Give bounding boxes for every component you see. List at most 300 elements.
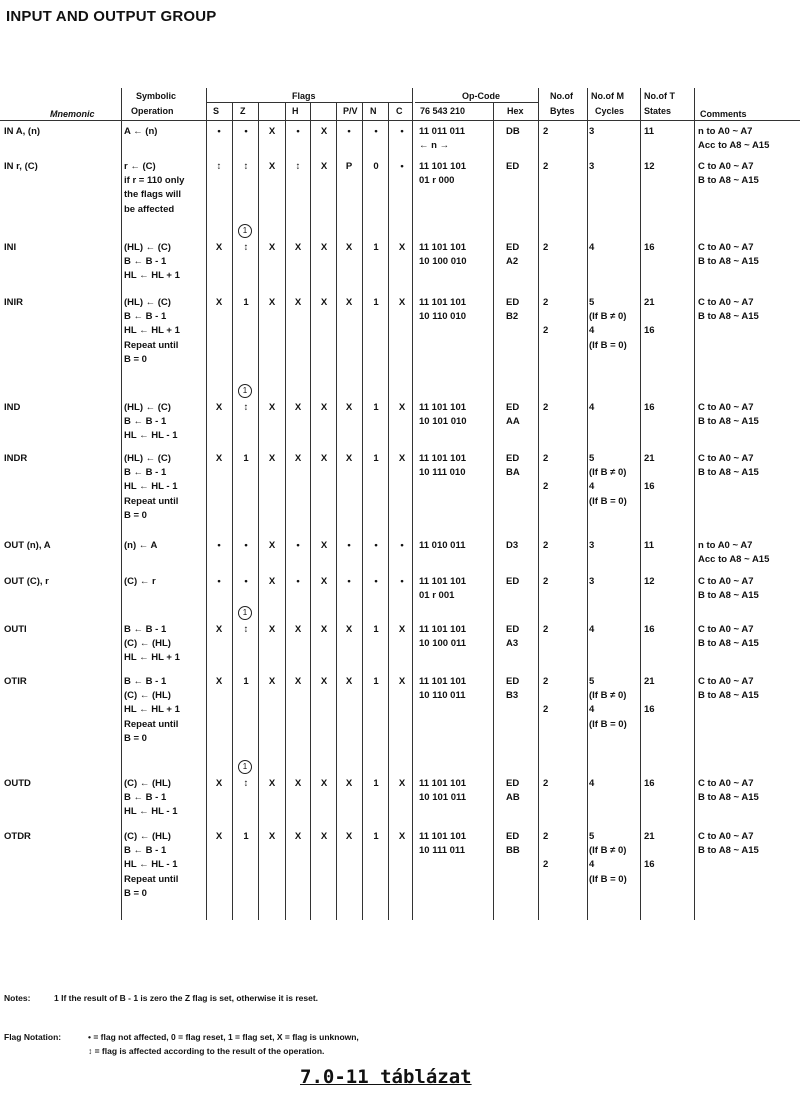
row-out-c-r-opcode-0: 11 101 101 — [419, 576, 467, 587]
row-otdr-comment-1: B to A8 ~ A15 — [698, 845, 759, 857]
column-rule-4 — [285, 102, 286, 920]
row-out-c-r-flag-0: • — [217, 576, 221, 587]
row-indr-mcycles-3: (If B = 0) — [589, 495, 627, 507]
row-ind-comment-1: B to A8 ~ A15 — [698, 416, 759, 428]
note-1-marker: 1 — [238, 760, 252, 774]
bytes-header-top: No.of — [550, 91, 573, 101]
row-outd-mnemonic: OUTD — [4, 778, 31, 789]
column-rule-14 — [694, 88, 695, 920]
column-rule-13 — [640, 88, 641, 920]
row-out-n-a-mcycles-0: 3 — [589, 540, 595, 551]
row-out-n-a-flag-1: • — [244, 540, 248, 551]
row-indr-hex-0: ED — [506, 453, 520, 464]
row-otir-mcycles-1: (If B ≠ 0) — [589, 690, 627, 702]
row-indr-flag-2: X — [268, 453, 276, 464]
row-inir-flag-4: X — [320, 297, 328, 308]
row-outd-flag-1: ↕ — [243, 778, 249, 789]
row-otir-hex-0: ED — [506, 676, 520, 687]
row-outd-flag-4: X — [320, 778, 328, 789]
row-ini-hex-1: A2 — [506, 256, 519, 268]
row-out-n-a-hex-0: D3 — [506, 540, 519, 551]
row-in-a-n-flag-1: • — [244, 126, 248, 137]
row-ini-flag-4: X — [320, 242, 328, 253]
row-outd-mcycles-0: 4 — [589, 778, 595, 789]
row-inir-opcode-0: 11 101 101 — [419, 297, 467, 308]
row-indr-mcycles-1: (If B ≠ 0) — [589, 467, 627, 479]
opcode-bits-header: 76 543 210 — [420, 106, 466, 116]
row-inir-opcode-1: 10 110 010 — [419, 311, 467, 323]
row-outi-flag-6: 1 — [373, 624, 379, 635]
row-out-n-a-comment-0: n to A0 ~ A7 — [698, 540, 753, 551]
row-in-r-c-comment-1: B to A8 ~ A15 — [698, 175, 759, 187]
row-ind-hex-0: ED — [506, 402, 520, 413]
row-inir-flag-1: 1 — [243, 297, 249, 308]
row-ind-mcycles-0: 4 — [589, 402, 595, 413]
row-inir-bytes-2: 2 — [543, 325, 549, 337]
row-out-c-r-mnemonic: OUT (C), r — [4, 576, 49, 587]
row-indr-mcycles-0: 5 — [589, 453, 595, 464]
row-ini-operation-0: (HL) ← (C) — [124, 242, 171, 253]
row-in-r-c-flag-2: X — [268, 161, 276, 172]
row-outi-flag-3: X — [294, 624, 302, 635]
row-in-a-n-bytes-0: 2 — [543, 126, 549, 137]
row-otdr-flag-6: 1 — [373, 831, 379, 842]
row-ini-note-marker — [238, 224, 252, 238]
row-in-r-c-flag-6: 0 — [373, 161, 379, 172]
row-indr-operation-4: B = 0 — [124, 509, 147, 521]
flag-col-6: N — [370, 106, 377, 116]
row-outi-opcode-0: 11 101 101 — [419, 624, 467, 635]
row-inir-tstates-0: 21 — [644, 297, 655, 308]
comments-header: Comments — [700, 109, 747, 119]
row-indr-flag-6: 1 — [373, 453, 379, 464]
row-outi-operation-1: (C) ← (HL) — [124, 638, 171, 650]
row-in-a-n-flag-2: X — [268, 126, 276, 137]
row-in-a-n-flag-5: • — [347, 126, 351, 137]
row-otir-flag-0: X — [215, 676, 223, 687]
row-inir-hex-1: B2 — [506, 311, 519, 323]
row-otdr-flag-4: X — [320, 831, 328, 842]
row-ind-note-marker — [238, 384, 252, 398]
row-outd-comment-0: C to A0 ~ A7 — [698, 778, 754, 789]
row-otir-flag-2: X — [268, 676, 276, 687]
row-inir-mcycles-3: (If B = 0) — [589, 339, 627, 351]
row-in-r-c-bytes-0: 2 — [543, 161, 549, 172]
row-ini-flag-3: X — [294, 242, 302, 253]
row-indr-flag-5: X — [345, 453, 353, 464]
row-outd-comment-1: B to A8 ~ A15 — [698, 792, 759, 804]
row-outd-operation-0: (C) ← (HL) — [124, 778, 171, 789]
row-otir-flag-3: X — [294, 676, 302, 687]
row-ini-flag-1: ↕ — [243, 242, 249, 253]
column-rule-6 — [336, 102, 337, 920]
flag-col-1: Z — [240, 106, 246, 116]
row-ini-opcode-0: 11 101 101 — [419, 242, 467, 253]
row-otdr-mnemonic: OTDR — [4, 831, 31, 842]
row-out-c-r-flag-1: • — [244, 576, 248, 587]
row-outd-flag-5: X — [345, 778, 353, 789]
row-outi-tstates-0: 16 — [644, 624, 655, 635]
row-otdr-bytes-2: 2 — [543, 859, 549, 871]
row-inir-flag-2: X — [268, 297, 276, 308]
row-outd-flag-2: X — [268, 778, 276, 789]
row-indr-bytes-0: 2 — [543, 453, 549, 464]
row-out-c-r-flag-7: • — [400, 576, 404, 587]
row-ini-mnemonic: INI — [4, 242, 17, 253]
row-ini-tstates-0: 16 — [644, 242, 655, 253]
row-inir-comment-0: C to A0 ~ A7 — [698, 297, 754, 308]
row-in-r-c-flag-1: ↕ — [243, 161, 249, 172]
row-in-r-c-flag-7: • — [400, 161, 404, 172]
row-in-r-c-operation-2: the flags will — [124, 189, 182, 201]
row-in-a-n-hex-0: DB — [506, 126, 520, 137]
row-ind-opcode-0: 11 101 101 — [419, 402, 467, 413]
row-outd-flag-6: 1 — [373, 778, 379, 789]
row-outi-flag-1: ↕ — [243, 624, 249, 635]
row-otdr-tstates-2: 16 — [644, 859, 655, 871]
row-outi-bytes-0: 2 — [543, 624, 549, 635]
row-ind-flag-1: ↕ — [243, 402, 249, 413]
row-inir-operation-4: B = 0 — [124, 353, 147, 365]
row-indr-comment-1: B to A8 ~ A15 — [698, 467, 759, 479]
row-outd-opcode-0: 11 101 101 — [419, 778, 467, 789]
row-indr-operation-0: (HL) ← (C) — [124, 453, 171, 464]
row-otdr-operation-1: B ← B - 1 — [124, 845, 167, 857]
row-ind-flag-7: X — [398, 402, 406, 413]
row-outd-opcode-1: 10 101 011 — [419, 792, 467, 804]
row-out-c-r-tstates-0: 12 — [644, 576, 655, 587]
row-otir-bytes-0: 2 — [543, 676, 549, 687]
row-otdr-opcode-1: 10 111 011 — [419, 845, 465, 857]
row-out-c-r-hex-0: ED — [506, 576, 520, 587]
row-outd-hex-0: ED — [506, 778, 520, 789]
row-otdr-operation-2: HL ← HL - 1 — [124, 859, 178, 871]
row-otir-opcode-0: 11 101 101 — [419, 676, 467, 687]
flags-header: Flags — [292, 91, 316, 101]
column-rule-12 — [587, 88, 588, 920]
row-otir-mcycles-2: 4 — [589, 704, 595, 716]
row-indr-operation-3: Repeat until — [124, 495, 179, 507]
row-ini-comment-0: C to A0 ~ A7 — [698, 242, 754, 253]
row-in-r-c-mnemonic: IN r, (C) — [4, 161, 38, 172]
row-indr-opcode-0: 11 101 101 — [419, 453, 467, 464]
row-otir-operation-3: Repeat until — [124, 718, 179, 730]
row-otdr-operation-0: (C) ← (HL) — [124, 831, 171, 842]
row-indr-flag-0: X — [215, 453, 223, 464]
row-outi-flag-7: X — [398, 624, 406, 635]
row-ind-flag-3: X — [294, 402, 302, 413]
table-caption: 7.0-11 táblázat — [300, 1066, 472, 1088]
row-otir-flag-6: 1 — [373, 676, 379, 687]
row-outi-mnemonic: OUTI — [4, 624, 27, 635]
row-outi-comment-0: C to A0 ~ A7 — [698, 624, 754, 635]
row-inir-flag-7: X — [398, 297, 406, 308]
row-in-r-c-opcode-1: 01 r 000 — [419, 175, 455, 187]
column-rule-7 — [362, 102, 363, 920]
row-out-c-r-flag-4: X — [320, 576, 328, 587]
row-indr-flag-7: X — [398, 453, 406, 464]
flag-col-7: C — [396, 106, 403, 116]
row-ind-hex-1: AA — [506, 416, 520, 428]
row-outi-hex-1: A3 — [506, 638, 519, 650]
row-out-c-r-flag-5: • — [347, 576, 351, 587]
row-outd-flag-3: X — [294, 778, 302, 789]
row-inir-operation-3: Repeat until — [124, 339, 179, 351]
row-indr-flag-1: 1 — [243, 453, 249, 464]
mcycles-header-bottom: Cycles — [595, 106, 625, 116]
row-otir-flag-1: 1 — [243, 676, 249, 687]
row-out-n-a-comment-1: Acc to A8 ~ A15 — [698, 554, 770, 566]
row-in-r-c-hex-0: ED — [506, 161, 520, 172]
row-otdr-flag-0: X — [215, 831, 223, 842]
row-otir-operation-4: B = 0 — [124, 732, 147, 744]
symbolic-header-top: Symbolic — [136, 91, 177, 101]
row-otir-bytes-2: 2 — [543, 704, 549, 716]
row-otir-flag-4: X — [320, 676, 328, 687]
row-otdr-flag-5: X — [345, 831, 353, 842]
column-rule-2 — [232, 102, 233, 920]
row-ind-comment-0: C to A0 ~ A7 — [698, 402, 754, 413]
column-rule-0 — [121, 88, 122, 920]
notes-label: Notes: — [4, 993, 31, 1003]
row-ind-flag-5: X — [345, 402, 353, 413]
row-indr-opcode-1: 10 111 010 — [419, 467, 466, 479]
row-inir-tstates-2: 16 — [644, 325, 655, 337]
row-outi-hex-0: ED — [506, 624, 520, 635]
row-otdr-mcycles-2: 4 — [589, 859, 595, 871]
row-in-r-c-operation-0: r ← (C) — [124, 161, 156, 172]
column-rule-1 — [206, 88, 207, 920]
row-ind-flag-0: X — [215, 402, 223, 413]
notes-text: 1 If the result of B - 1 is zero the Z flag is set, otherwise it is reset. — [54, 993, 319, 1003]
row-out-c-r-mcycles-0: 3 — [589, 576, 595, 587]
row-otdr-opcode-0: 11 101 101 — [419, 831, 467, 842]
row-otir-opcode-1: 10 110 011 — [419, 690, 466, 702]
row-in-r-c-flag-0: ↕ — [216, 161, 222, 172]
row-inir-operation-1: B ← B - 1 — [124, 311, 167, 323]
column-rule-3 — [258, 102, 259, 920]
row-in-r-c-flag-4: X — [320, 161, 328, 172]
row-out-c-r-operation-0: (C) ← r — [124, 576, 156, 587]
row-in-a-n-tstates-0: 11 — [644, 126, 655, 137]
row-otir-tstates-0: 21 — [644, 676, 655, 687]
row-otir-flag-7: X — [398, 676, 406, 687]
row-in-a-n-flag-7: • — [400, 126, 404, 137]
row-in-r-c-opcode-0: 11 101 101 — [419, 161, 467, 172]
row-otdr-flag-1: 1 — [243, 831, 249, 842]
row-otir-tstates-2: 16 — [644, 704, 655, 716]
row-ini-opcode-1: 10 100 010 — [419, 256, 467, 268]
row-otdr-comment-0: C to A0 ~ A7 — [698, 831, 754, 842]
row-otdr-flag-3: X — [294, 831, 302, 842]
row-ind-operation-1: B ← B - 1 — [124, 416, 167, 428]
row-out-c-r-opcode-1: 01 r 001 — [419, 590, 455, 602]
row-otdr-mcycles-1: (If B ≠ 0) — [589, 845, 627, 857]
row-out-n-a-flag-2: X — [268, 540, 276, 551]
row-indr-operation-1: B ← B - 1 — [124, 467, 167, 479]
opcode-group-line — [415, 102, 538, 103]
row-otir-flag-5: X — [345, 676, 353, 687]
row-outi-flag-0: X — [215, 624, 223, 635]
flag-notation-line-2: ↕ = flag is affected according to the result of the operation. — [88, 1046, 325, 1056]
row-out-c-r-comment-1: B to A8 ~ A15 — [698, 590, 759, 602]
opcode-header: Op-Code — [462, 91, 500, 101]
row-ini-mcycles-0: 4 — [589, 242, 595, 253]
row-outd-flag-7: X — [398, 778, 406, 789]
row-in-r-c-flag-5: P — [345, 161, 353, 172]
flag-notation-label: Flag Notation: — [4, 1032, 62, 1042]
row-in-r-c-mcycles-0: 3 — [589, 161, 595, 172]
flag-notation-line-1: • = flag not affected, 0 = flag reset, 1 = flag set, X = flag is unknown, — [88, 1032, 359, 1042]
row-in-r-c-flag-3: ↕ — [295, 161, 301, 172]
row-out-n-a-flag-4: X — [320, 540, 328, 551]
row-out-n-a-tstates-0: 11 — [644, 540, 655, 551]
row-in-a-n-flag-0: • — [217, 126, 221, 137]
tstates-header-top: No.of T — [644, 91, 675, 101]
row-inir-flag-6: 1 — [373, 297, 379, 308]
flag-col-3: H — [292, 106, 299, 116]
row-ind-operation-2: HL ← HL - 1 — [124, 430, 178, 442]
row-ind-flag-4: X — [320, 402, 328, 413]
row-otdr-mcycles-3: (If B = 0) — [589, 873, 627, 885]
row-indr-operation-2: HL ← HL - 1 — [124, 481, 178, 493]
row-otdr-hex-0: ED — [506, 831, 520, 842]
column-rule-5 — [310, 102, 311, 920]
row-in-a-n-opcode-1: ← n → — [419, 140, 450, 152]
row-out-n-a-flag-6: • — [374, 540, 378, 551]
row-in-a-n-flag-4: X — [320, 126, 328, 137]
column-rule-9 — [412, 88, 413, 920]
row-out-n-a-flag-5: • — [347, 540, 351, 551]
row-inir-bytes-0: 2 — [543, 297, 549, 308]
row-inir-operation-0: (HL) ← (C) — [124, 297, 171, 308]
row-otdr-flag-7: X — [398, 831, 406, 842]
row-inir-comment-1: B to A8 ~ A15 — [698, 311, 759, 323]
row-outi-note-marker — [238, 606, 252, 620]
row-outi-flag-4: X — [320, 624, 328, 635]
row-in-a-n-operation-0: A ← (n) — [124, 126, 158, 137]
row-indr-mcycles-2: 4 — [589, 481, 595, 493]
row-in-a-n-mnemonic: IN A, (n) — [4, 126, 41, 137]
row-indr-mnemonic: INDR — [4, 453, 28, 464]
row-inir-flag-3: X — [294, 297, 302, 308]
column-rule-11 — [538, 88, 539, 920]
row-otdr-operation-3: Repeat until — [124, 873, 179, 885]
row-out-n-a-flag-3: • — [296, 540, 300, 551]
row-otdr-tstates-0: 21 — [644, 831, 655, 842]
row-outd-bytes-0: 2 — [543, 778, 549, 789]
row-in-r-c-operation-3: be affected — [124, 203, 175, 215]
row-outi-flag-5: X — [345, 624, 353, 635]
row-otdr-flag-2: X — [268, 831, 276, 842]
row-otir-mcycles-0: 5 — [589, 676, 595, 687]
row-in-a-n-comment-1: Acc to A8 ~ A15 — [698, 140, 770, 152]
mnemonic-header: Mnemonic — [50, 109, 95, 119]
row-in-r-c-operation-1: if r = 110 only — [124, 175, 185, 187]
column-rule-10 — [493, 102, 494, 920]
row-out-n-a-operation-0: (n) ← A — [124, 540, 158, 551]
row-otir-operation-0: B ← B - 1 — [124, 676, 167, 687]
row-ind-tstates-0: 16 — [644, 402, 655, 413]
row-indr-tstates-0: 21 — [644, 453, 655, 464]
bytes-header-bottom: Bytes — [550, 106, 575, 116]
row-outi-mcycles-0: 4 — [589, 624, 595, 635]
row-outd-hex-1: AB — [506, 792, 520, 804]
row-ind-mnemonic: IND — [4, 402, 21, 413]
note-1-marker: 1 — [238, 384, 252, 398]
row-ini-flag-7: X — [398, 242, 406, 253]
row-indr-flag-4: X — [320, 453, 328, 464]
row-in-a-n-comment-0: n to A0 ~ A7 — [698, 126, 753, 137]
row-otdr-hex-1: BB — [506, 845, 520, 857]
row-outd-flag-0: X — [215, 778, 223, 789]
row-in-a-n-opcode-0: 11 011 011 — [419, 126, 465, 137]
row-out-n-a-flag-0: • — [217, 540, 221, 551]
row-ini-flag-5: X — [345, 242, 353, 253]
row-out-c-r-comment-0: C to A0 ~ A7 — [698, 576, 754, 587]
flag-col-5: P/V — [343, 106, 358, 116]
flag-col-0: S — [213, 106, 220, 116]
row-inir-mnemonic: INIR — [4, 297, 23, 308]
row-out-c-r-bytes-0: 2 — [543, 576, 549, 587]
flags-group-line — [206, 102, 412, 103]
row-outd-operation-1: B ← B - 1 — [124, 792, 167, 804]
row-ini-hex-0: ED — [506, 242, 520, 253]
row-otir-operation-2: HL ← HL + 1 — [124, 704, 180, 716]
row-in-r-c-comment-0: C to A0 ~ A7 — [698, 161, 754, 172]
row-out-n-a-mnemonic: OUT (n), A — [4, 540, 51, 551]
row-out-c-r-flag-2: X — [268, 576, 276, 587]
mcycles-header-top: No.of M — [591, 91, 624, 101]
row-ind-flag-6: 1 — [373, 402, 379, 413]
row-ini-flag-2: X — [268, 242, 276, 253]
row-ini-flag-6: 1 — [373, 242, 379, 253]
row-inir-operation-2: HL ← HL + 1 — [124, 325, 180, 337]
row-otir-hex-1: B3 — [506, 690, 519, 702]
symbolic-header-bottom: Operation — [131, 106, 174, 116]
row-inir-hex-0: ED — [506, 297, 520, 308]
row-ini-flag-0: X — [215, 242, 223, 253]
row-outi-opcode-1: 10 100 011 — [419, 638, 467, 650]
row-out-c-r-flag-3: • — [296, 576, 300, 587]
column-rule-8 — [388, 102, 389, 920]
row-otir-mnemonic: OTIR — [4, 676, 27, 687]
row-out-n-a-flag-7: • — [400, 540, 404, 551]
row-ind-bytes-0: 2 — [543, 402, 549, 413]
row-ind-flag-2: X — [268, 402, 276, 413]
row-indr-hex-1: BA — [506, 467, 520, 479]
row-ini-bytes-0: 2 — [543, 242, 549, 253]
row-inir-flag-0: X — [215, 297, 223, 308]
row-out-n-a-bytes-0: 2 — [543, 540, 549, 551]
row-ini-comment-1: B to A8 ~ A15 — [698, 256, 759, 268]
hex-header: Hex — [507, 106, 524, 116]
row-otir-operation-1: (C) ← (HL) — [124, 690, 171, 702]
row-outd-tstates-0: 16 — [644, 778, 655, 789]
row-indr-tstates-2: 16 — [644, 481, 655, 493]
page-title: INPUT AND OUTPUT GROUP — [6, 8, 217, 25]
row-inir-mcycles-0: 5 — [589, 297, 595, 308]
row-in-a-n-flag-6: • — [374, 126, 378, 137]
row-outd-note-marker — [238, 760, 252, 774]
row-indr-bytes-2: 2 — [543, 481, 549, 493]
row-out-c-r-flag-6: • — [374, 576, 378, 587]
note-1-marker: 1 — [238, 224, 252, 238]
row-ini-operation-1: B ← B - 1 — [124, 256, 167, 268]
tstates-header-bottom: States — [644, 106, 672, 116]
row-outd-operation-2: HL ← HL - 1 — [124, 806, 178, 818]
row-outi-operation-2: HL ← HL + 1 — [124, 652, 180, 664]
